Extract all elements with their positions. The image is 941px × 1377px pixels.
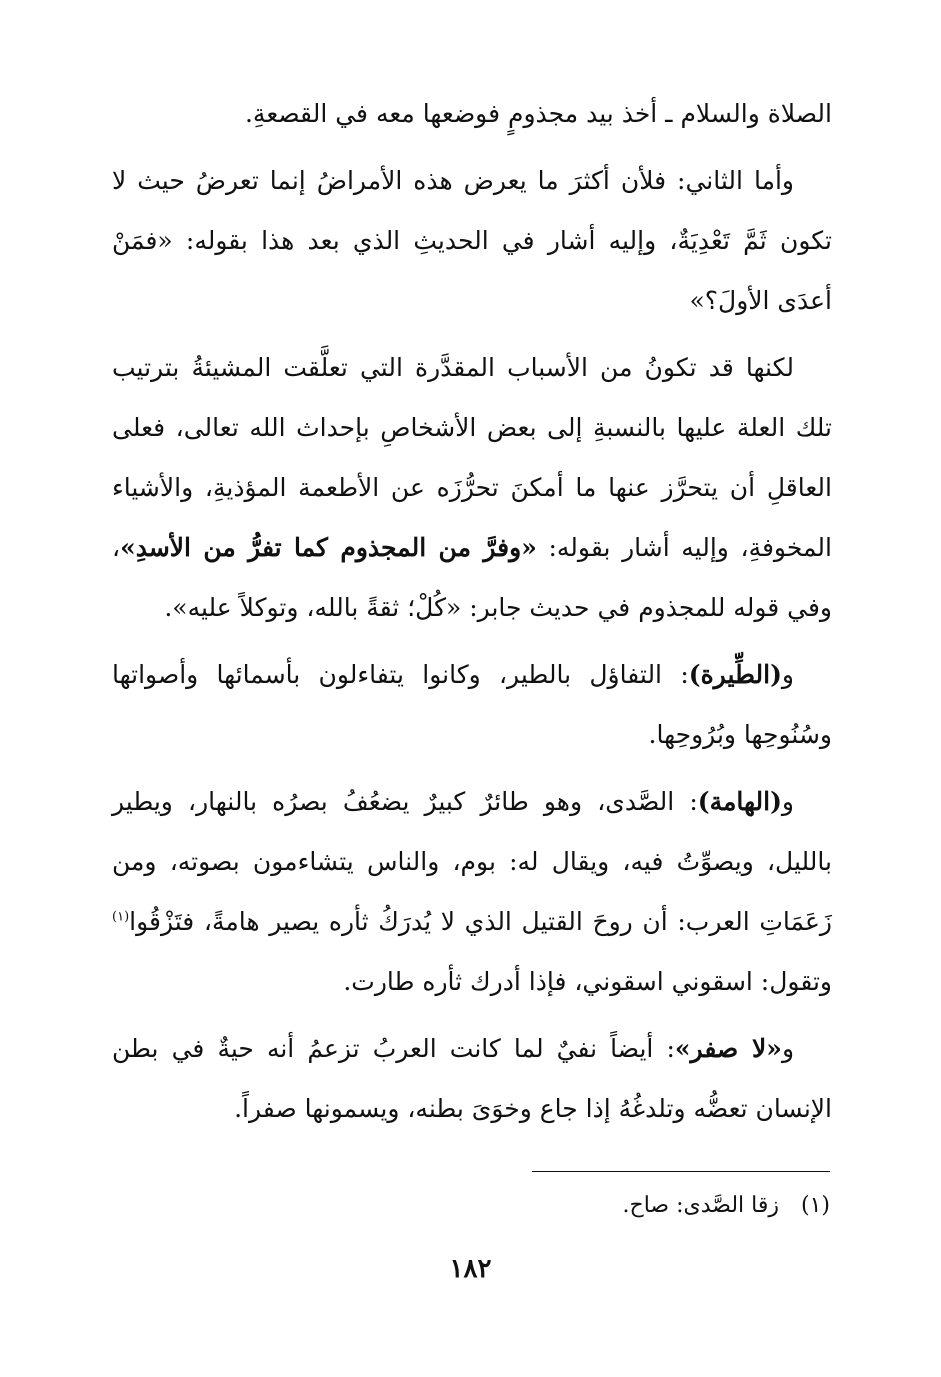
text-segment: و (781, 660, 794, 689)
text-segment: : أيضاً نفيٌ لما كانت العربُ تزعمُ أنه حيةٌ في بطن الإنسان تعضُّه وتلدغُهُ إذا جاع وخوَىَ بطنه، ويسمونها صفراً. (112, 1034, 832, 1123)
paragraph (112, 1019, 832, 1139)
footnote-text: زقا الصَّدى: صاح. (622, 1193, 779, 1218)
text-segment: : التفاؤل بالطير، وكانوا يتفاءلون بأسمائها وأصواتها وسُنُوحِها وبُرُوحِها. (112, 660, 832, 749)
text-segment: ، وفي قوله للمجذوم في حديث جابر: «كُلْ؛ ثقةً بالله، وتوكلاً عليه». (112, 533, 832, 622)
page-number: ١٨٢ (449, 1254, 492, 1284)
footnote-number: (١) (800, 1193, 830, 1218)
bold-term: «وفرَّ من المجذوم كما تفرُّ من الأسدِ» (120, 533, 537, 562)
text-segment: و (781, 1034, 795, 1063)
bold-term: (الطِّيرة) (688, 660, 782, 689)
footnote-divider (532, 1171, 830, 1172)
bold-term: «لا صفر» (674, 1034, 782, 1063)
bold-term: (الهامة) (697, 787, 782, 816)
text-segment: و (781, 787, 794, 816)
paragraph (112, 84, 832, 144)
text-segment: : الصَّدى، وهو طائرٌ كبيرٌ يضعُفُ بصرُه بالنهار، ويطير بالليل، ويصوِّتُ فيه، ويقال له: بوم، والناس يتشاءمون بصوته، ومن زَعَمَاتِ العرب: أن روحَ القتيل الذي لا يُدرَكُ ثأره يصير هامةً، فتَزْقُوا (112, 787, 832, 936)
text-segment: وأما الثاني: فلأن أكثرَ ما يعرض هذه الأمراضُ إنما تعرضُ حيث لا تكون ثَمَّ تَعْدِيَةٌ، وإليه أشار في الحديثِ الذي بعد هذا بقوله: «فمَنْ أعدَى الأولَ؟» (112, 166, 832, 315)
body-text (112, 84, 832, 1146)
paragraph (112, 151, 832, 331)
footnote-reference: (١) (112, 909, 130, 925)
paragraph (112, 338, 832, 638)
paragraph (112, 772, 832, 1012)
text-segment: وتقول: اسقوني اسقوني، فإذا أدرك ثأره طارت. (343, 967, 832, 996)
paragraph (112, 645, 832, 765)
text-segment: الصلاة والسلام ـ أخذ بيد مجذومٍ فوضعها معه في القصعةِ. (244, 99, 832, 128)
footnote (112, 1186, 830, 1226)
text-segment: لكنها قد تكونُ من الأسباب المقدَّرة التي تعلَّقت المشيئةُ بترتيب تلك العلة عليها بالنسبةِ إلى بعض الأشخاصِ بإحداث الله تعالى، فعلى العاقلِ أن يتحرَّز عنها ما أمكنَ تحرُّزَه عن الأطعمة المؤذيةِ، والأشياء المخوفةِ، وإليه أشار بقوله: (112, 353, 832, 562)
